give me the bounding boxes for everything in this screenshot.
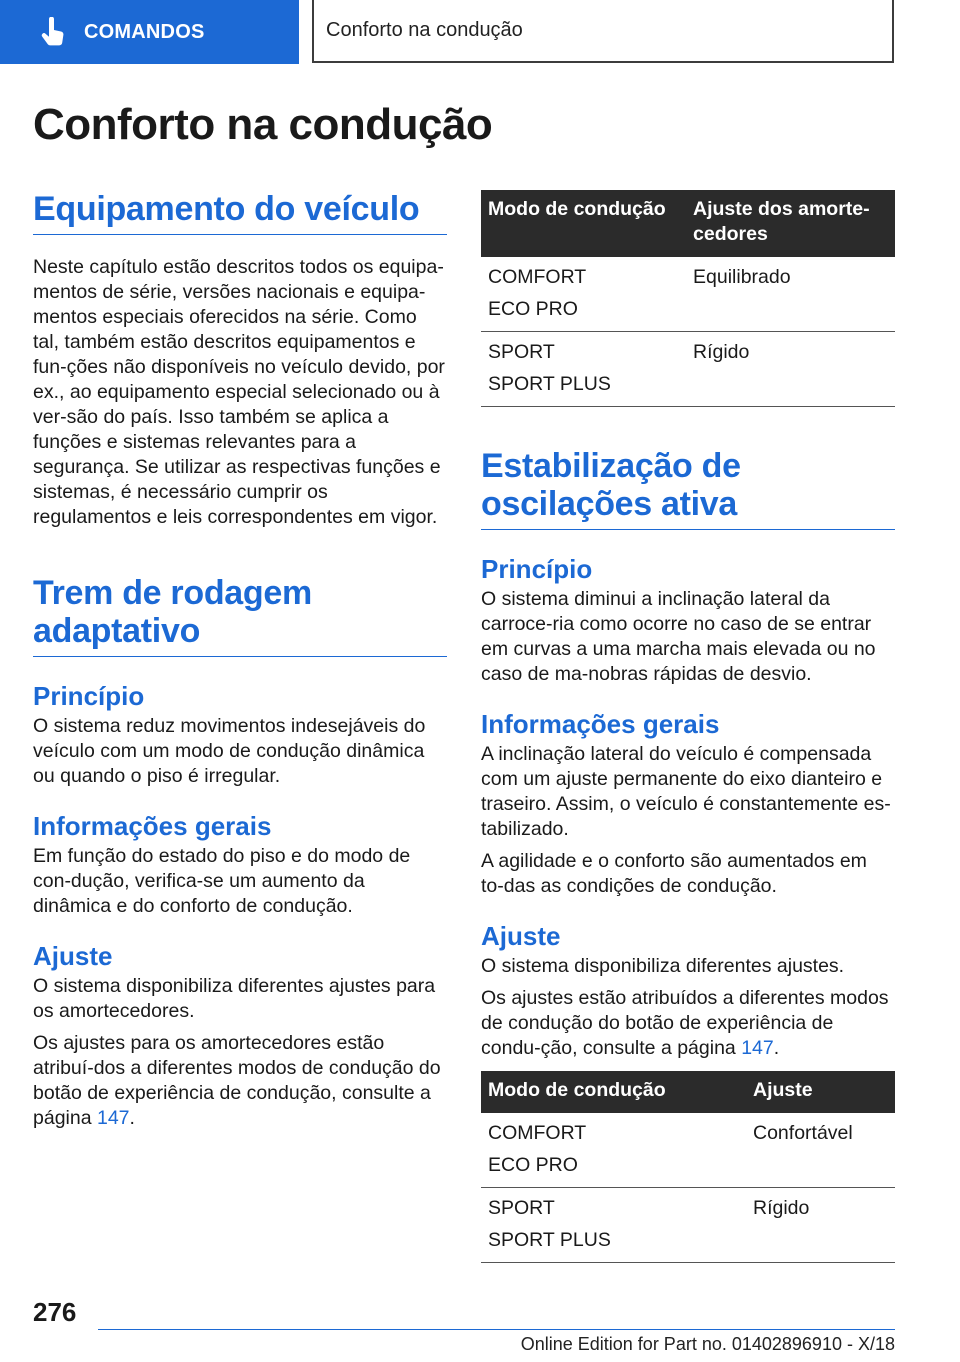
page-link-147[interactable]: 147 [741, 1037, 774, 1059]
table-header-setting: Ajuste dos amorte-cedores [686, 190, 895, 257]
heading-info-trem: Informações gerais [33, 811, 272, 841]
table-cell-mode [481, 1113, 746, 1188]
page-title: Conforto na condução [33, 100, 493, 149]
mode-name: SPORT [488, 1197, 555, 1219]
table-row [481, 332, 895, 407]
heading-ajuste-estab: Ajuste [481, 921, 561, 951]
heading-info-estab: Informações gerais [481, 709, 720, 739]
heading-ajuste-trem: Ajuste [33, 941, 113, 971]
table-row [481, 257, 895, 332]
ajuste-estab-text2 [481, 986, 895, 1061]
table-header-mode: Modo de condução [481, 190, 686, 257]
table-header-setting: Ajuste [746, 1071, 895, 1113]
table-cell-mode [481, 257, 686, 332]
table-cell-mode [481, 1188, 746, 1263]
edition-text: Online Edition for Part no. 01402896910 - X/18 [520, 1334, 895, 1354]
pointing-hand-icon [38, 17, 68, 47]
mode-name: ECO PRO [488, 298, 578, 320]
right-column [481, 190, 895, 1263]
ajuste-trem-text2 [33, 1031, 447, 1131]
heading-principio-estab: Princípio [481, 554, 593, 584]
heading-principio-trem: Princípio [33, 681, 145, 711]
mode-name: COMFORT [488, 266, 587, 288]
section-label: COMANDOS [84, 20, 205, 43]
principio-trem-text: O sistema reduz movimentos indesejáveis do veículo com um modo de condução dinâmica ou quando o piso é irregular. [33, 715, 426, 787]
mode-name: ECO PRO [488, 1154, 578, 1176]
section-tab[interactable] [0, 0, 299, 64]
table-cell-setting: Rígido [746, 1188, 895, 1263]
ajuste-trem-text1: O sistema disponibiliza diferentes ajustes para os amortecedores. [33, 975, 436, 1022]
page-number: 276 [33, 1297, 77, 1327]
principio-estab-text: O sistema diminui a inclinação lateral da carroce-ria como ocorre no caso de se entrar em curvas a uma marcha mais elevada ou no caso de ma-nobras rápidas de desvio. [481, 588, 876, 685]
period: . [129, 1107, 135, 1129]
breadcrumb [312, 0, 894, 63]
table-row [481, 1113, 895, 1188]
period: . [773, 1037, 780, 1059]
info-estab-text2: A agilidade e o conforto são aumentados em to-das as condições de condução. [481, 850, 867, 897]
page-link-147[interactable]: 147 [96, 1107, 130, 1129]
mode-name: SPORT PLUS [488, 373, 611, 395]
table-cell-setting: Equilibrado [686, 257, 895, 332]
footer-divider [98, 1329, 895, 1330]
table-header-mode: Modo de condução [481, 1071, 746, 1113]
table-cell-setting: Rígido [686, 332, 895, 407]
mode-name: SPORT [488, 341, 555, 363]
info-estab-text1: A inclinação lateral do veículo é compensada com um ajuste permanente do eixo dianteiro e traseiro. Assim, o veículo é constantemente es-tabilizado. [481, 743, 891, 840]
table-row [481, 1188, 895, 1263]
equipamento-text: Neste capítulo estão descritos todos os equipa-mentos de série, versões nacionais e equipa-mentos especiais oferecidos na série. Como tal, também estão descritos equipamentos e fun-ções não disponíveis no veículo devido, por ex., ao equipamento especial selecionado ou à ver-são do país. Isso também se aplica a funções e sistemas relevantes para a segurança. Se utilizar as respectivas funções e sistemas, é necessário cumprir os regulamentos e leis correspondentes em vigor. [33, 256, 445, 528]
breadcrumb-text: Conforto na condução [326, 19, 523, 41]
heading-estabilizacao: Estabilização de oscilações ativa [481, 447, 895, 530]
table-cell-mode [481, 332, 686, 407]
ajuste-trem-text2-body: Os ajustes para os amortecedores estão atribuí-dos a diferentes modos de condução do botão de experiência de condução, consulte a página [33, 1032, 441, 1129]
left-column [33, 190, 447, 1131]
ajuste-estab-text1: O sistema disponibiliza diferentes ajustes. [481, 955, 845, 977]
info-trem-text: Em função do estado do piso e do modo de con-dução, verifica-se um aumento da dinâmica e do conforto de condução. [33, 845, 411, 917]
heading-equipamento: Equipamento do veículo [33, 190, 447, 235]
heading-trem-rodagem: Trem de rodagem adaptativo [33, 574, 447, 657]
ajuste-estab-text2-body: Os ajustes estão atribuídos a diferentes modos de condução do botão de experiência de condu-ção, consulte a página [481, 987, 889, 1059]
damper-table [481, 190, 895, 407]
stabilization-table [481, 1071, 895, 1263]
mode-name: COMFORT [488, 1122, 587, 1144]
mode-name: SPORT PLUS [488, 1229, 611, 1251]
table-cell-setting: Confortável [746, 1113, 895, 1188]
